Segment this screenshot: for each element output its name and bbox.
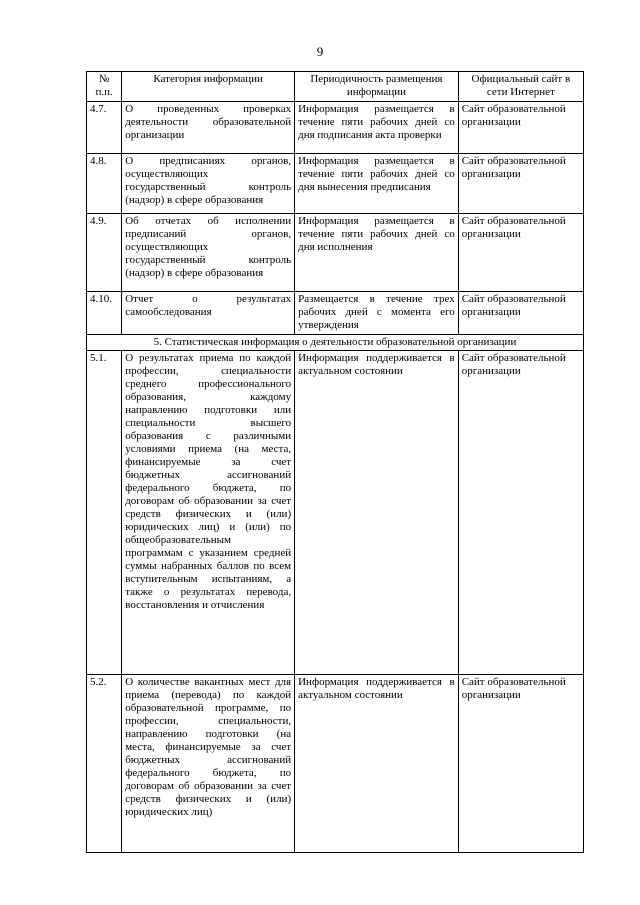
table-row bbox=[87, 351, 584, 675]
header-site: Официальный сайт в сети Интернет bbox=[458, 72, 583, 102]
header-periodicity: Периодичность размещения информации bbox=[295, 72, 459, 102]
header-num: № п.п. bbox=[87, 72, 122, 102]
table-row bbox=[87, 675, 584, 853]
row-category: Об отчетах об исполнении предписаний органов, осуществляющих государственный контроль (надзор) в сфере образования bbox=[122, 214, 295, 292]
row-site: Сайт образовательной организации bbox=[458, 214, 583, 292]
header-category: Категория информации bbox=[122, 72, 295, 102]
row-site: Сайт образовательной организации bbox=[458, 154, 583, 214]
section-5-title: 5. Статистическая информация о деятельности образовательной организации bbox=[87, 335, 584, 351]
table-row bbox=[87, 292, 584, 335]
row-category: О количестве вакантных мест для приема (перевода) по каждой образовательной программе, по профессии, специальности, направлению подготовки (на места, финансируемые за счет бюджетных ассигнований федерального бюджета, по договорам об образовании за счет средств физических и (или) юридических лиц) bbox=[122, 675, 295, 853]
section-row bbox=[87, 335, 584, 351]
row-periodicity: Информация поддерживается в актуальном состоянии bbox=[295, 675, 459, 853]
row-periodicity: Информация поддерживается в актуальном состоянии bbox=[295, 351, 459, 675]
table-row bbox=[87, 102, 584, 154]
row-num: 4.9. bbox=[87, 214, 122, 292]
row-periodicity: Информация размещается в течение пяти рабочих дней со дня исполнения bbox=[295, 214, 459, 292]
row-site: Сайт образовательной организации bbox=[458, 351, 583, 675]
row-num: 5.2. bbox=[87, 675, 122, 853]
row-periodicity: Размещается в течение трех рабочих дней с момента его утверждения bbox=[295, 292, 459, 335]
row-num: 4.8. bbox=[87, 154, 122, 214]
table-header-row bbox=[87, 72, 584, 102]
table-row bbox=[87, 214, 584, 292]
row-num: 4.7. bbox=[87, 102, 122, 154]
row-category: Отчет о результатах самообследования bbox=[122, 292, 295, 335]
information-table bbox=[86, 71, 584, 853]
row-category: О предписаниях органов, осуществляющих государственный контроль (надзор) в сфере образования bbox=[122, 154, 295, 214]
row-category: О результатах приема по каждой профессии, специальности среднего профессионального образования, каждому направлению подготовки или специальности высшего образования с различными условиями приема (на места, финансируемые за счет бюджетных ассигнований федерального бюджета, по договорам об образовании за счет средств физических и (или) юридических лиц) и (или) по общеобразовательным программам с указанием средней суммы набранных баллов по всем вступительным испытаниям, а также о результатах перевода, восстановления и отчисления bbox=[122, 351, 295, 675]
row-site: Сайт образовательной организации bbox=[458, 675, 583, 853]
row-site: Сайт образовательной организации bbox=[458, 292, 583, 335]
row-num: 4.10. bbox=[87, 292, 122, 335]
page-number: 9 bbox=[316, 44, 324, 59]
table-row bbox=[87, 154, 584, 214]
row-site: Сайт образовательной организации bbox=[458, 102, 583, 154]
row-category: О проведенных проверках деятельности образовательной организации bbox=[122, 102, 295, 154]
row-periodicity: Информация размещается в течение пяти рабочих дней со дня подписания акта проверки bbox=[295, 102, 459, 154]
row-num: 5.1. bbox=[87, 351, 122, 675]
row-periodicity: Информация размещается в течение пяти рабочих дней со дня вынесения предписания bbox=[295, 154, 459, 214]
